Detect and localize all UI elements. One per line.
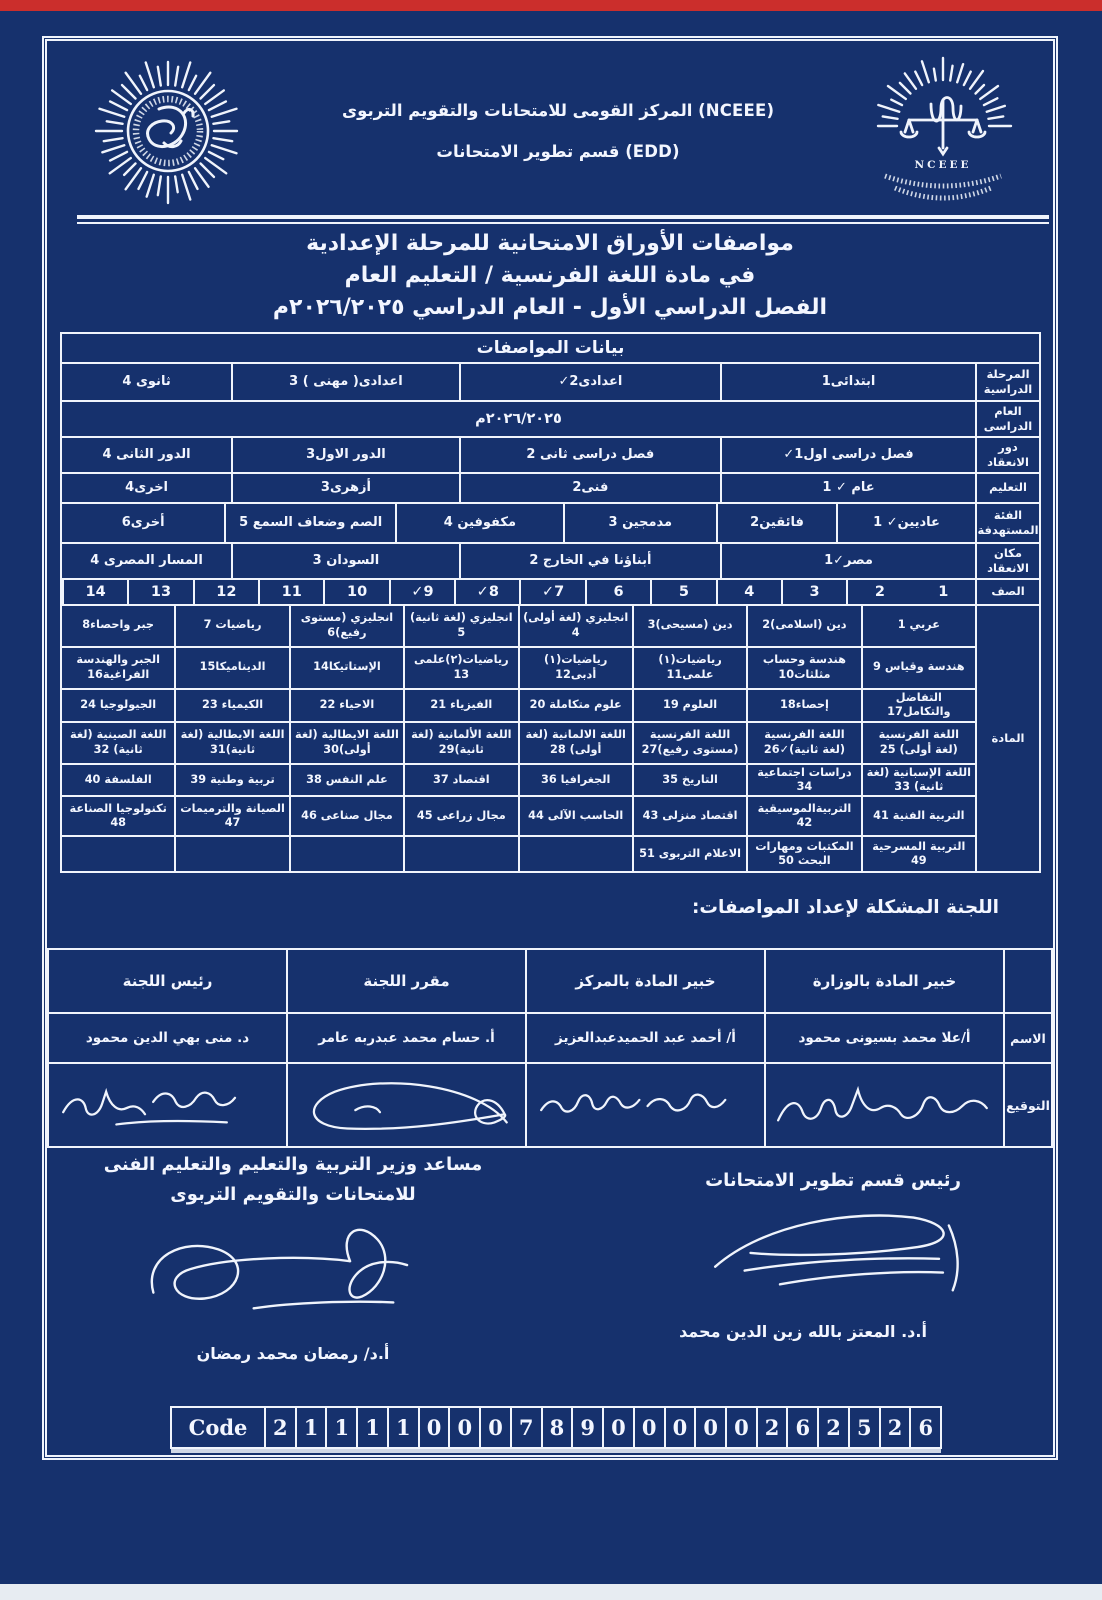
title-line2: في مادة اللغة الفرنسية / التعليم العام <box>344 263 756 288</box>
spec-row <box>62 502 1039 542</box>
code-digit-cell: 0 <box>602 1408 633 1447</box>
nceee-scales-sunrise-logo <box>849 56 1037 206</box>
committee-name-label: الاسم <box>1003 1014 1051 1062</box>
spec-table-title: بيانات المواصفات <box>62 334 1039 364</box>
footer-right-name: أ.د. المعتز بالله زين الدين محمد <box>679 1322 927 1342</box>
org-title-block <box>267 90 849 173</box>
spec-option-cell: فصل دراسى اول1✓ <box>783 446 914 462</box>
subject-cell: دين (اسلامى)2 <box>748 606 862 646</box>
committee-signature-row <box>49 1062 1051 1146</box>
code-digit-cell: 0 <box>479 1408 510 1447</box>
nceee-egypt-sunburst-logo <box>69 55 267 207</box>
code-digit-cell: 0 <box>418 1408 449 1447</box>
scales-monogram <box>901 98 985 155</box>
title-line3: الفصل الدراسي الأول - العام الدراسي ٢٠٢٦/٢٠٢٥م <box>272 295 828 320</box>
subject-cell: انجليزي (لغة ثانية) 5 <box>405 606 519 646</box>
subject-cell: اللغة الفرنسية (مستوى رفيع)27 <box>634 723 748 763</box>
signature-rapporteur <box>294 1069 519 1141</box>
spec-row-cells <box>62 364 975 400</box>
subject-section <box>62 604 1039 872</box>
subject-section-label: المادة <box>975 606 1039 872</box>
subject-cell: انجليزي (لغة أولى) 4 <box>520 606 634 646</box>
code-digit-cell: 0 <box>448 1408 479 1447</box>
subject-cell: جبر واحصاء8 <box>62 606 176 646</box>
subject-cell: التربية الفنية 41 <box>873 809 965 823</box>
subject-grid-row <box>62 688 975 721</box>
subject-cell: الحاسب الآلى 44 <box>520 797 634 835</box>
code-digit-cell: 7 <box>510 1408 541 1447</box>
code-digit-cell: 0 <box>664 1408 695 1447</box>
spec-option-cell: الدور الاول3 <box>233 438 461 472</box>
spec-row-label: التعليم <box>975 474 1039 502</box>
subject-cell: مجال صناعى 46 <box>291 797 405 835</box>
subject-cell <box>405 837 519 871</box>
grade-cell: 1 <box>938 583 949 600</box>
subject-cell: الاعلام التربوى 51 <box>634 837 748 871</box>
subject-cell: علوم متكاملة 20 <box>520 690 634 721</box>
subject-cell: الديناميكا15 <box>176 648 290 688</box>
spec-table-rows <box>62 364 1039 871</box>
arabic-arc-text-1 <box>885 176 1001 186</box>
subject-cell: رياضيات(١) علمى11 <box>634 648 748 688</box>
spec-option-cell: الدور الثانى 4 <box>62 438 233 472</box>
spec-row-cells <box>62 544 975 578</box>
grade-row <box>62 578 1039 604</box>
spec-option-cell: أزهرى3 <box>233 474 461 502</box>
org-line1: المركز القومى للامتحانات والتقويم التربوى (NCEEE) <box>341 100 774 120</box>
subject-cell: انجليزي (مستوى رفيع)6 <box>291 606 405 646</box>
spec-row-cells <box>62 402 975 436</box>
subject-grid-row <box>62 646 975 688</box>
subject-cell: اللغة الفرنسية (لغة ثانية)✓26 <box>748 723 862 763</box>
signature-center-expert <box>527 1064 766 1146</box>
spec-option-cell: مكفوفين 4 <box>397 504 565 542</box>
grade-cell: 12 <box>193 580 258 604</box>
grade-cell: 3 <box>781 580 846 604</box>
signature-rapporteur <box>288 1064 527 1146</box>
subject-cell: الصيانة والترميمات 47 <box>176 797 290 835</box>
spec-row-cells <box>62 474 975 502</box>
org-line2: قسم تطوير الامتحانات (EDD) <box>436 142 680 161</box>
committee-member-name: أ. حسام محمد عبدربه عامر <box>288 1014 527 1062</box>
committee-member-name: د. منى بهي الدين محمود <box>49 1014 288 1062</box>
spec-option-cell: الصم وضعاف السمع 5 <box>226 504 397 542</box>
title-line1: مواصفات الأوراق الامتحانية للمرحلة الإعدادية <box>306 231 794 256</box>
committee-heading: اللجنة المشكلة لإعداد المواصفات: <box>691 897 999 919</box>
spec-option-cell: اخرى4 <box>62 474 233 502</box>
subject-cell: العلوم 19 <box>634 690 748 721</box>
document-header <box>47 41 1053 213</box>
grade-cell: 5 <box>650 580 715 604</box>
footer-left-name: أ.د/ رمضان محمد رمضان <box>196 1344 390 1364</box>
spec-row-cells <box>62 504 975 542</box>
grade-cell: 6 <box>585 580 650 604</box>
subject-cell: الفلسفة 40 <box>62 765 176 796</box>
committee-role-header: خبير المادة بالوزارة <box>812 972 957 991</box>
grade-cell: 11 <box>258 580 323 604</box>
spec-option-cell: فائقين2 <box>718 504 838 542</box>
subject-cell: التربية المسرحية 49 <box>872 839 966 868</box>
spec-option-cell: مصر✓1 <box>824 552 873 568</box>
subject-cell <box>520 837 634 871</box>
committee-role-header: رئيس اللجنة <box>49 950 288 1012</box>
subject-cell: عربي 1 <box>897 618 940 632</box>
signature-footer <box>47 1148 1053 1396</box>
signature-assistant-minister <box>133 1210 453 1328</box>
spec-option-cell: مدمجين 3 <box>565 504 718 542</box>
code-digits <box>264 1408 940 1447</box>
signature-center-expert <box>533 1069 758 1141</box>
subject-cell: اللغة الإسبانية (لغة ثانية) 33 <box>866 765 972 793</box>
subject-grid-row <box>62 721 975 763</box>
spec-option-cell: عاديين✓ 1 <box>873 514 940 530</box>
committee-signature-label: التوقيع <box>1003 1064 1051 1146</box>
subject-cell: تكنولوجيا الصناعة 48 <box>62 797 176 835</box>
subject-cell: رياضيات 7 <box>176 606 290 646</box>
subject-cell: التربيةالموسيقية 42 <box>748 797 862 835</box>
subject-cell <box>291 837 405 871</box>
committee-member-name: أ/علا محمد بسيونى محمود <box>798 1030 971 1047</box>
subject-cell: اللغة الايطالية (لغة ثانية)31 <box>176 723 290 763</box>
subject-cell: رياضيات(١) أدبى12 <box>520 648 634 688</box>
spec-option-cell: المسار المصرى 4 <box>62 544 233 578</box>
spec-row <box>62 364 1039 400</box>
subject-cell: الفيزياء 21 <box>405 690 519 721</box>
code-digit-cell: 2 <box>879 1408 910 1447</box>
committee-header-row <box>49 950 1051 1012</box>
committee-table-body <box>49 950 1051 1146</box>
spec-row-label: الفئة المستهدفة <box>975 504 1039 542</box>
grade-cell: 2 <box>846 580 911 604</box>
footer-left-title-line1: مساعد وزير التربية والتعليم والتعليم الفنى <box>103 1154 483 1176</box>
code-digit-cell: 0 <box>694 1408 725 1447</box>
grade-row-cells <box>62 580 975 604</box>
spec-option-cell: فنى2 <box>461 474 722 502</box>
subject-cell: اللغة الصينية (لغة ثانية) 32 <box>62 723 176 763</box>
committee-member-name: أ/ أحمد عبد الحميدعبدالعزيز <box>527 1014 766 1062</box>
top-red-strip <box>0 0 1102 11</box>
committee-role-header: مقرر اللجنة <box>288 950 527 1012</box>
arabic-arc-text-2 <box>895 188 991 198</box>
subject-cell: اللغة الايطالية (لغة أولى)30 <box>291 723 405 763</box>
subject-grid-row <box>62 763 975 796</box>
spec-option-cell: أخرى6 <box>62 504 226 542</box>
spec-row-label: دور الانعقاد <box>975 438 1039 472</box>
subject-cell: الإستاتيكا14 <box>291 648 405 688</box>
spec-option-cell: اعدادى2✓ <box>461 364 722 400</box>
subject-cell: اقتصاد 37 <box>405 765 519 796</box>
grade-cell: ✓7 <box>519 580 584 604</box>
subject-grid-row <box>62 835 975 871</box>
signature-ministry-expert <box>766 1064 1003 1146</box>
header-divider <box>77 215 1049 224</box>
subject-grid <box>62 606 975 872</box>
calligraphy-swirl <box>148 107 194 147</box>
spec-row-label: العام الدراسى <box>975 402 1039 436</box>
subject-cell: اللغة الفرنسية (لغة أولى) 25 <box>878 728 959 756</box>
subject-cell: علم النفس 38 <box>291 765 405 796</box>
code-label: Code <box>188 1415 248 1441</box>
subject-cell: دين (مسيحى)3 <box>634 606 748 646</box>
document-title-block <box>47 228 1053 324</box>
spec-option-cell: اعدادى( مهنى ) 3 <box>233 364 461 400</box>
code-bar <box>170 1406 942 1449</box>
committee-name-row <box>49 1012 1051 1062</box>
spec-option-cell: ٢٠٢٦/٢٠٢٥م <box>475 410 562 427</box>
subject-cell: التاريخ 35 <box>634 765 748 796</box>
spec-option-cell: ابتدائى1 <box>821 373 876 389</box>
spec-row-label: مكان الانعقاد <box>975 544 1039 578</box>
grade-cell: ✓9 <box>389 580 454 604</box>
grade-cell: 13 <box>127 580 192 604</box>
document-content <box>47 41 1053 1455</box>
signature-ministry-expert <box>772 1069 997 1141</box>
subject-cell: مجال زراعى 45 <box>405 797 519 835</box>
subject-cell: الاحياء 22 <box>291 690 405 721</box>
subject-cell: تربية وطنية 39 <box>176 765 290 796</box>
subject-cell <box>176 837 290 871</box>
spec-row-label: المرحلة الدراسية <box>975 364 1039 400</box>
spec-option-cell: ثانوى 4 <box>62 364 233 400</box>
signature-chair <box>55 1069 280 1141</box>
signature-chair <box>49 1064 288 1146</box>
subject-cell: الجغرافيا 36 <box>520 765 634 796</box>
spec-row <box>62 436 1039 472</box>
committee-corner-cell <box>1003 950 1051 1012</box>
footer-right-title: رئيس قسم تطوير الامتحانات <box>705 1170 961 1192</box>
subject-cell: المكتبات ومهارات البحث 50 <box>748 837 862 871</box>
grade-cell: 10 <box>323 580 388 604</box>
subject-cell: اللغة الالمانية (لغة أولى) 28 <box>520 723 634 763</box>
subject-cell: الكيمياء 23 <box>176 690 290 721</box>
bottom-light-strip <box>0 1584 1102 1600</box>
subject-cell: الجبر والهندسة الفراغية16 <box>62 648 176 688</box>
subject-cell: دراسات اجتماعية 34 <box>748 765 862 796</box>
subject-grid-row <box>62 606 975 646</box>
code-digit-cell: 1 <box>356 1408 387 1447</box>
spec-option-cell: أبناؤنا في الخارج 2 <box>461 544 722 578</box>
subject-cell: الجيولوجيا 24 <box>62 690 176 721</box>
code-digit-cell: 6 <box>786 1408 817 1447</box>
code-digit-cell: 1 <box>387 1408 418 1447</box>
code-digit-cell: 8 <box>541 1408 572 1447</box>
footer-right-block <box>679 1166 983 1342</box>
spec-row <box>62 472 1039 502</box>
code-digit-cell: 6 <box>909 1408 940 1447</box>
subject-cell: هندسة وقياس 9 <box>873 660 965 674</box>
spec-option-cell: السودان 3 <box>233 544 461 578</box>
code-digit-cell: 9 <box>571 1408 602 1447</box>
footer-left-title-line2: للامتحانات والتقويم التربوى <box>170 1184 416 1206</box>
code-digit-cell: 2 <box>817 1408 848 1447</box>
spec-row <box>62 542 1039 578</box>
grade-cell: 4 <box>716 580 781 604</box>
committee-table <box>47 948 1053 1148</box>
code-digit-cell: 0 <box>633 1408 664 1447</box>
grade-cell: ✓8 <box>454 580 519 604</box>
code-digit-cell: 5 <box>848 1408 879 1447</box>
code-digit-cell: 1 <box>295 1408 326 1447</box>
grade-row-label: الصف <box>975 580 1039 604</box>
spec-row <box>62 400 1039 436</box>
subject-cell: اقتصاد منزلى 43 <box>634 797 748 835</box>
grade-cell: 14 <box>62 580 127 604</box>
code-digit-cell: 2 <box>756 1408 787 1447</box>
spec-option-cell: عام ✓ 1 <box>822 479 875 495</box>
spec-option-cell: فصل دراسى ثانى 2 <box>461 438 722 472</box>
subject-cell: هندسة وحساب مثلثات10 <box>748 648 862 688</box>
spec-row-cells <box>62 438 975 472</box>
subject-cell: اللغة الألمانية (لغة ثانية)29 <box>405 723 519 763</box>
specifications-table <box>60 332 1041 873</box>
right-logo-nceee-text: NCEEE <box>914 159 972 171</box>
subject-cell: التفاضل والتكامل17 <box>887 690 951 719</box>
code-digit-cell: 1 <box>325 1408 356 1447</box>
signature-exam-dev-head <box>683 1196 983 1304</box>
committee-role-header: خبير المادة بالمركز <box>527 950 766 1012</box>
subject-cell <box>62 837 176 871</box>
subject-cell: رياضيات(٢)علمى 13 <box>405 648 519 688</box>
code-digit-cell: 2 <box>264 1408 295 1447</box>
subject-cell: إحصاء18 <box>748 690 862 721</box>
subject-grid-row <box>62 795 975 835</box>
footer-left-block <box>93 1150 493 1363</box>
code-digit-cell: 0 <box>725 1408 756 1447</box>
